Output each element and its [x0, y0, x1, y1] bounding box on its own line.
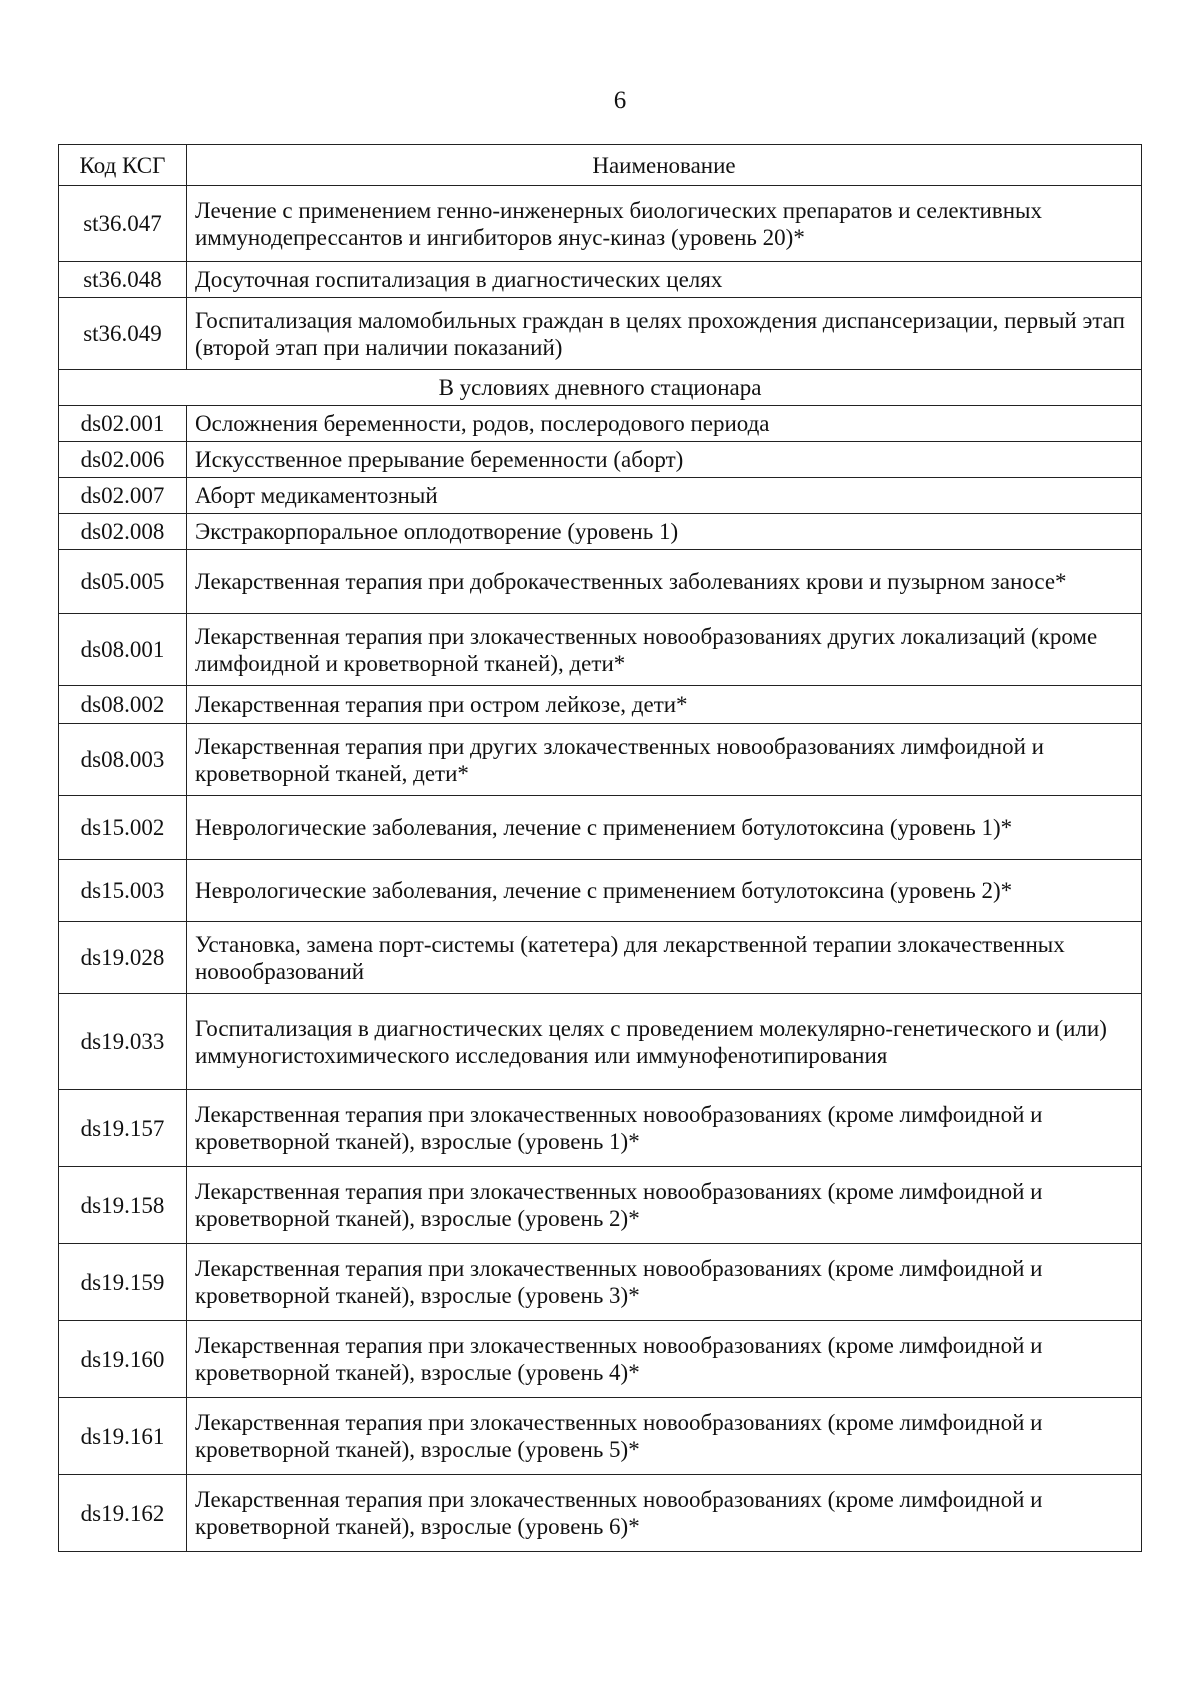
row-code: ds08.002: [59, 686, 187, 724]
row-name: Лекарственная терапия при злокачественных новообразованиях (кроме лимфоидной и кроветворной тканей), взрослые (уровень 3)*: [187, 1244, 1142, 1321]
table-row: [59, 1398, 1142, 1475]
row-name: Госпитализация в диагностических целях с проведением молекулярно-генетического и (или) иммуногистохимического исследования или иммунофенотипирования: [187, 994, 1142, 1090]
row-name: Осложнения беременности, родов, послеродового периода: [187, 406, 1142, 442]
row-name: Неврологические заболевания, лечение с применением ботулотоксина (уровень 2)*: [187, 860, 1142, 922]
table-row: [59, 614, 1142, 686]
row-name: Лекарственная терапия при злокачественных новообразованиях других локализаций (кроме лимфоидной и кроветворной тканей), дети*: [187, 614, 1142, 686]
row-name: Экстракорпоральное оплодотворение (уровень 1): [187, 514, 1142, 550]
table-row: [59, 478, 1142, 514]
row-code: ds02.008: [59, 514, 187, 550]
table-row: [59, 1167, 1142, 1244]
table-row: [59, 550, 1142, 614]
row-name: Искусственное прерывание беременности (аборт): [187, 442, 1142, 478]
row-name: Досуточная госпитализация в диагностических целях: [187, 262, 1142, 298]
table-row: [59, 686, 1142, 724]
row-code: ds02.007: [59, 478, 187, 514]
row-code: ds19.158: [59, 1167, 187, 1244]
table-row: [59, 860, 1142, 922]
section-row: [59, 370, 1142, 406]
table-row: [59, 514, 1142, 550]
row-code: ds15.002: [59, 796, 187, 860]
row-code: ds19.028: [59, 922, 187, 994]
table-row: [59, 186, 1142, 262]
table-row: [59, 724, 1142, 796]
table-row: [59, 796, 1142, 860]
table-row: [59, 1090, 1142, 1167]
ksg-table: [58, 144, 1142, 1552]
table-row: [59, 406, 1142, 442]
table-row: [59, 298, 1142, 370]
row-name: Лекарственная терапия при злокачественных новообразованиях (кроме лимфоидной и кроветворной тканей), взрослые (уровень 6)*: [187, 1475, 1142, 1552]
row-code: ds08.001: [59, 614, 187, 686]
row-name: Лекарственная терапия при доброкачественных заболеваниях крови и пузырном заносе*: [187, 550, 1142, 614]
header-code: Код КСГ: [59, 145, 187, 186]
table-row: [59, 1475, 1142, 1552]
row-code: st36.048: [59, 262, 187, 298]
row-code: st36.047: [59, 186, 187, 262]
row-code: ds05.005: [59, 550, 187, 614]
row-code: ds19.159: [59, 1244, 187, 1321]
row-code: ds19.162: [59, 1475, 187, 1552]
row-name: Лекарственная терапия при злокачественных новообразованиях (кроме лимфоидной и кроветворной тканей), взрослые (уровень 2)*: [187, 1167, 1142, 1244]
row-name: Неврологические заболевания, лечение с применением ботулотоксина (уровень 1)*: [187, 796, 1142, 860]
row-code: ds15.003: [59, 860, 187, 922]
row-name: Установка, замена порт-системы (катетера) для лекарственной терапии злокачественных новообразований: [187, 922, 1142, 994]
page-number: 6: [613, 87, 627, 114]
row-name: Аборт медикаментозный: [187, 478, 1142, 514]
row-name: Лекарственная терапия при злокачественных новообразованиях (кроме лимфоидной и кроветворной тканей), взрослые (уровень 4)*: [187, 1321, 1142, 1398]
row-code: ds19.161: [59, 1398, 187, 1475]
table-row: [59, 442, 1142, 478]
row-name: Лечение с применением генно-инженерных биологических препаратов и селективных иммунодепрессантов и ингибиторов янус-киназ (уровень 20)*: [187, 186, 1142, 262]
table-row: [59, 262, 1142, 298]
row-code: ds19.160: [59, 1321, 187, 1398]
section-title: В условиях дневного стационара: [59, 370, 1142, 406]
header-name: Наименование: [187, 145, 1142, 186]
table-header-row: [59, 145, 1142, 186]
row-name: Лекарственная терапия при других злокачественных новообразованиях лимфоидной и кроветворной тканей, дети*: [187, 724, 1142, 796]
row-code: ds02.006: [59, 442, 187, 478]
row-name: Лекарственная терапия при злокачественных новообразованиях (кроме лимфоидной и кроветворной тканей), взрослые (уровень 1)*: [187, 1090, 1142, 1167]
row-code: st36.049: [59, 298, 187, 370]
row-name: Лекарственная терапия при остром лейкозе, дети*: [187, 686, 1142, 724]
table-row: [59, 1244, 1142, 1321]
row-code: ds19.157: [59, 1090, 187, 1167]
table-row: [59, 994, 1142, 1090]
row-code: ds19.033: [59, 994, 187, 1090]
row-name: Лекарственная терапия при злокачественных новообразованиях (кроме лимфоидной и кроветворной тканей), взрослые (уровень 5)*: [187, 1398, 1142, 1475]
row-code: ds02.001: [59, 406, 187, 442]
row-code: ds08.003: [59, 724, 187, 796]
table-row: [59, 1321, 1142, 1398]
row-name: Госпитализация маломобильных граждан в целях прохождения диспансеризации, первый этап (второй этап при наличии показаний): [187, 298, 1142, 370]
table-row: [59, 922, 1142, 994]
